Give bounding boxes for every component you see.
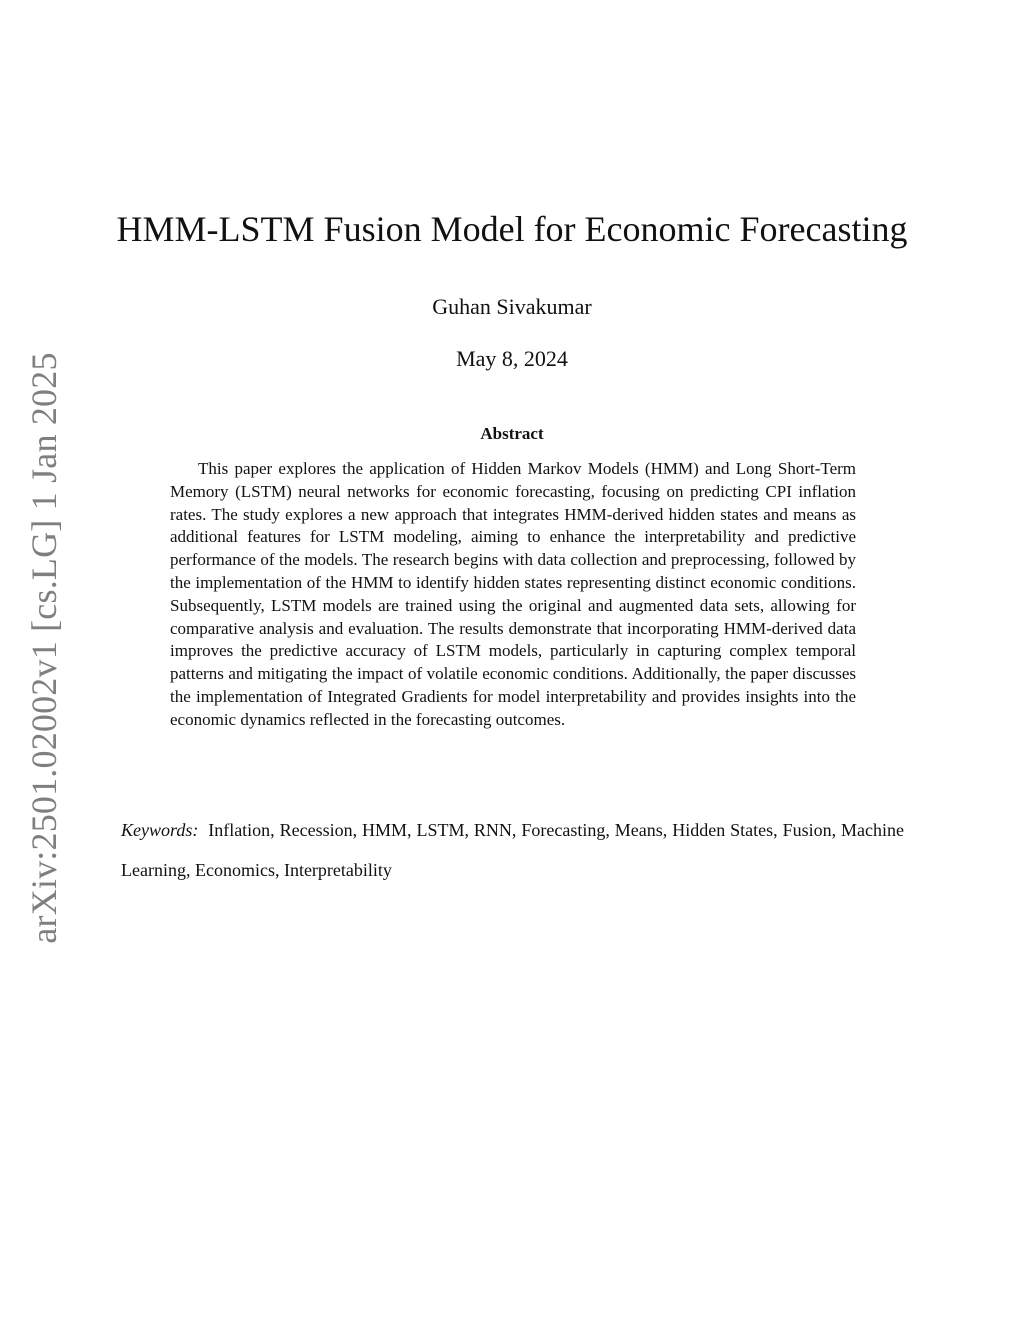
keywords-list: Inflation, Recession, HMM, LSTM, RNN, Forecasting, Means, Hidden States, Fusion, Machine Learning, Economics, Interpretability	[121, 820, 904, 880]
keywords-section	[121, 810, 904, 890]
author-name: Guhan Sivakumar	[432, 294, 592, 319]
arxiv-identifier-stamp: arXiv:2501.02002v1 [cs.LG] 1 Jan 2025	[24, 352, 64, 944]
abstract-heading: Abstract	[480, 424, 544, 443]
publication-date: May 8, 2024	[456, 346, 568, 371]
paper-title: HMM-LSTM Fusion Model for Economic Forecasting	[116, 209, 908, 249]
keywords-label: Keywords:	[121, 820, 199, 840]
abstract-text: This paper explores the application of Hidden Markov Models (HMM) and Long Short-Term Memory (LSTM) neural networks for economic forecasting, focusing on predicting CPI inflation rates. The study explores a new approach that integrates HMM-derived hidden states and means as additional features for LSTM modeling, aiming to enhance the interpretability and predictive performance of the models. The research begins with data collection and preprocessing, followed by the implementation of the HMM to identify hidden states representing distinct economic conditions. Subsequently, LSTM models are trained using the original and augmented data sets, allowing for comparative analysis and evaluation. The results demonstrate that incorporating HMM-derived data improves the predictive accuracy of LSTM models, particularly in capturing complex temporal patterns and mitigating the impact of volatile economic conditions. Additionally, the paper discusses the implementation of Integrated Gradients for model interpretability and provides insights into the economic dynamics reflected in the forecasting outcomes.	[170, 459, 856, 729]
